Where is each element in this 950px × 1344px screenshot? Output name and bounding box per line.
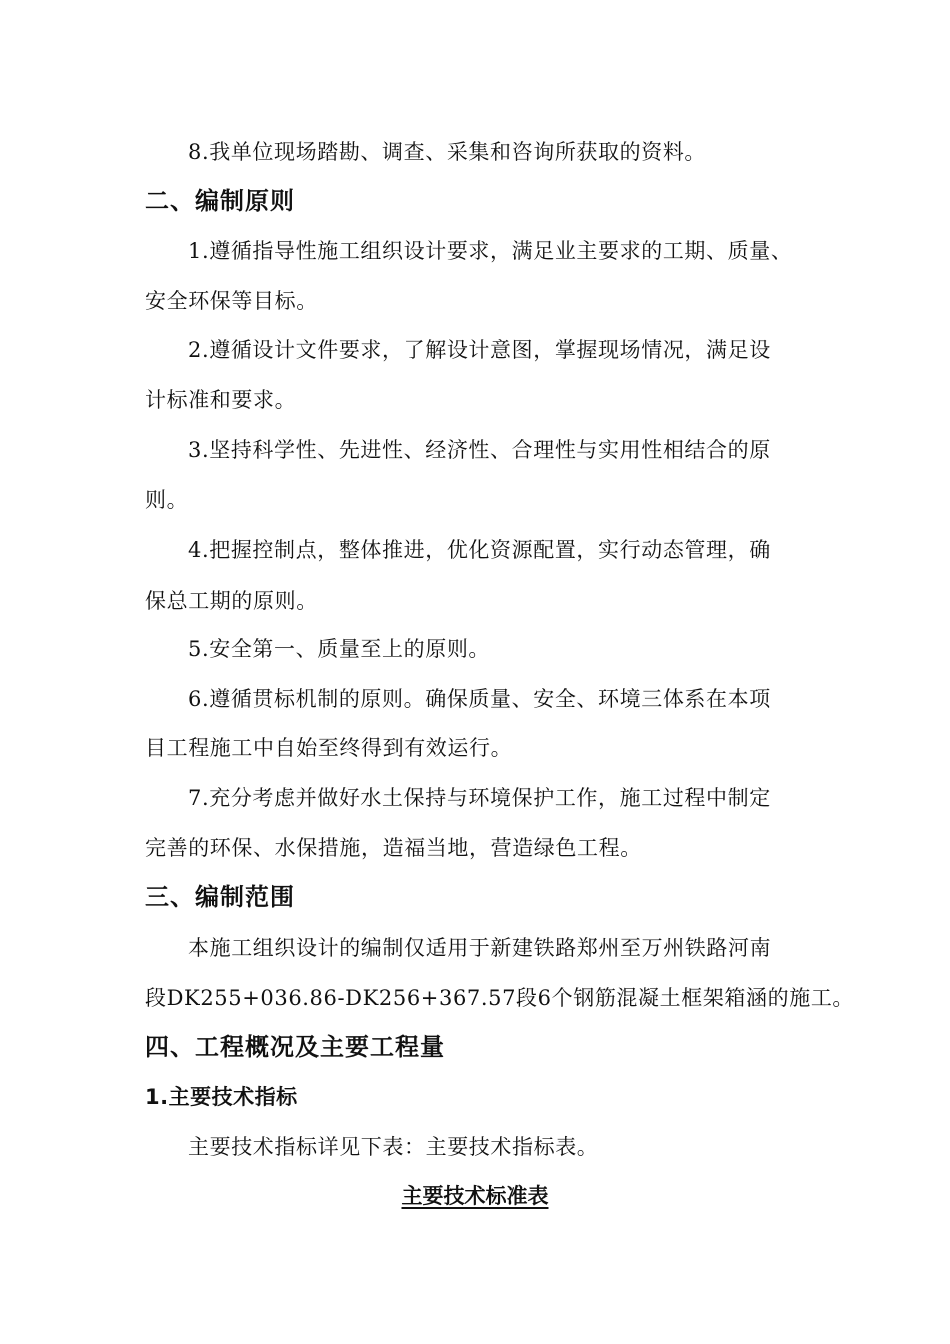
principle-6-line-2: 目工程施工中自始至终得到有效运行。: [145, 736, 513, 760]
principle-6-line-1: 6.遵循贯标机制的原则。确保质量、安全、环境三体系在本项: [188, 687, 771, 711]
principle-3-line-1: 3.坚持科学性、先进性、经济性、合理性与实用性相结合的原: [188, 438, 771, 462]
scope-paragraph-line-2: 段DK255+036.86-DK256+367.57段6个钢筋混凝土框架箱涵的施工。: [145, 986, 855, 1010]
indicators-paragraph: 主要技术指标详见下表：主要技术指标表。: [188, 1135, 599, 1159]
scope-paragraph-line-1: 本施工组织设计的编制仅适用于新建铁路郑州至万州铁路河南: [188, 936, 772, 960]
section-heading-principles: 二、编制原则: [145, 187, 295, 215]
principle-5-line-1: 5.安全第一、质量至上的原则。: [188, 637, 491, 661]
principle-7-line-1: 7.充分考虑并做好水土保持与环境保护工作，施工过程中制定: [188, 786, 771, 810]
section-heading-scope: 三、编制范围: [145, 883, 295, 911]
principle-1-line-2: 安全环保等目标。: [145, 289, 318, 313]
principle-2-line-1: 2.遵循设计文件要求，了解设计意图，掌握现场情况，满足设: [188, 338, 771, 362]
principle-2-line-2: 计标准和要求。: [145, 388, 297, 412]
section-heading-overview: 四、工程概况及主要工程量: [145, 1033, 445, 1061]
subsection-heading-indicators: 1.主要技术指标: [145, 1085, 298, 1109]
principle-1-line-1: 1.遵循指导性施工组织设计要求，满足业主要求的工期、质量、: [188, 239, 793, 263]
principle-4-line-2: 保总工期的原则。: [145, 589, 318, 613]
principle-3-line-2: 则。: [145, 488, 189, 512]
basis-item-8: 8.我单位现场踏勘、调查、采集和咨询所获取的资料。: [188, 140, 707, 164]
principle-7-line-2: 完善的环保、水保措施，造福当地，营造绿色工程。: [145, 836, 642, 860]
principle-4-line-1: 4.把握控制点，整体推进，优化资源配置，实行动态管理，确: [188, 538, 771, 562]
table-title: 主要技术标准表: [401, 1184, 549, 1208]
